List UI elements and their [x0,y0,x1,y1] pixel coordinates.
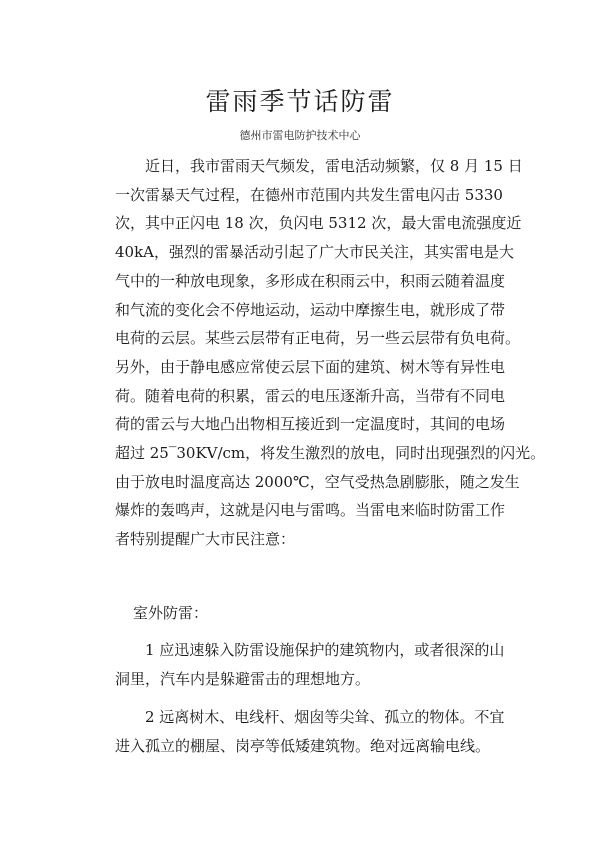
paragraph-line: 次，其中正闪电 18 次，负闪电 5312 次，最大雷电流强度近 [115,214,522,233]
paragraph-line: 荷。随着电荷的积累，雷云的电压逐渐升高，当带有不同电 [115,386,506,405]
list-item-line: 进入孤立的棚屋、岗亭等低矮建筑物。绝对远离输电线。 [115,736,491,755]
paragraph-line: 气中的一种放电现象，多形成在积雨云中，积雨云随着温度 [115,271,506,290]
document-title: 雷雨季节话防雷 [205,87,395,116]
paragraph-line: 荷的雷云与大地凸出物相互接近到一定温度时，其间的电场 [115,415,506,434]
paragraph-line: 和气流的变化会不停地运动，运动中摩擦生电，就形成了带 [115,300,506,319]
paragraph-line: 由于放电时温度高达 2000℃，空气受热急剧膨胀，随之发生 [115,472,520,491]
document-author: 德州市雷电防护技术中心 [239,129,361,142]
outdoor-list-item [115,636,520,693]
paragraph-line: 近日，我市雷雨天气频发，雷电活动频繁，仅 8 月 15 日 [145,157,523,175]
paragraph-line: 电荷的云层。某些云层带有正电荷，另一些云层带有负电荷。 [115,329,521,348]
list-item-line: 1 应迅速躲入防雷设施保护的建筑物内，或者很深的山 [145,641,505,659]
outdoor-section-heading: 室外防雷： [133,604,209,622]
list-item-line: 2 远离树木、电线杆、烟囱等尖耸、孤立的物体。不宜 [145,708,505,726]
paragraph-line: 者特别提醒广大市民注意： [115,530,296,549]
intro-paragraph [115,152,546,554]
paragraph-line: 一次雷暴天气过程，在德州市范围内共发生雷电闪击 5330 [115,185,503,204]
outdoor-list-item [115,703,520,760]
paragraph-line: 爆炸的轰鸣声，这就是闪电与雷鸣。当雷电来临时防雷工作 [115,501,506,520]
paragraph-line: 另外，由于静电感应常使云层下面的建筑、树木等有异性电 [115,357,506,376]
list-item-line: 洞里，汽车内是躲避雷击的理想地方。 [115,669,371,688]
paragraph-line: 40kA，强烈的雷暴活动引起了广大市民关注，其实雷电是大 [115,243,515,262]
paragraph-line: 超过 25‾30KV/cm，将发生激烈的放电，同时出现强烈的闪光。 [115,444,546,463]
